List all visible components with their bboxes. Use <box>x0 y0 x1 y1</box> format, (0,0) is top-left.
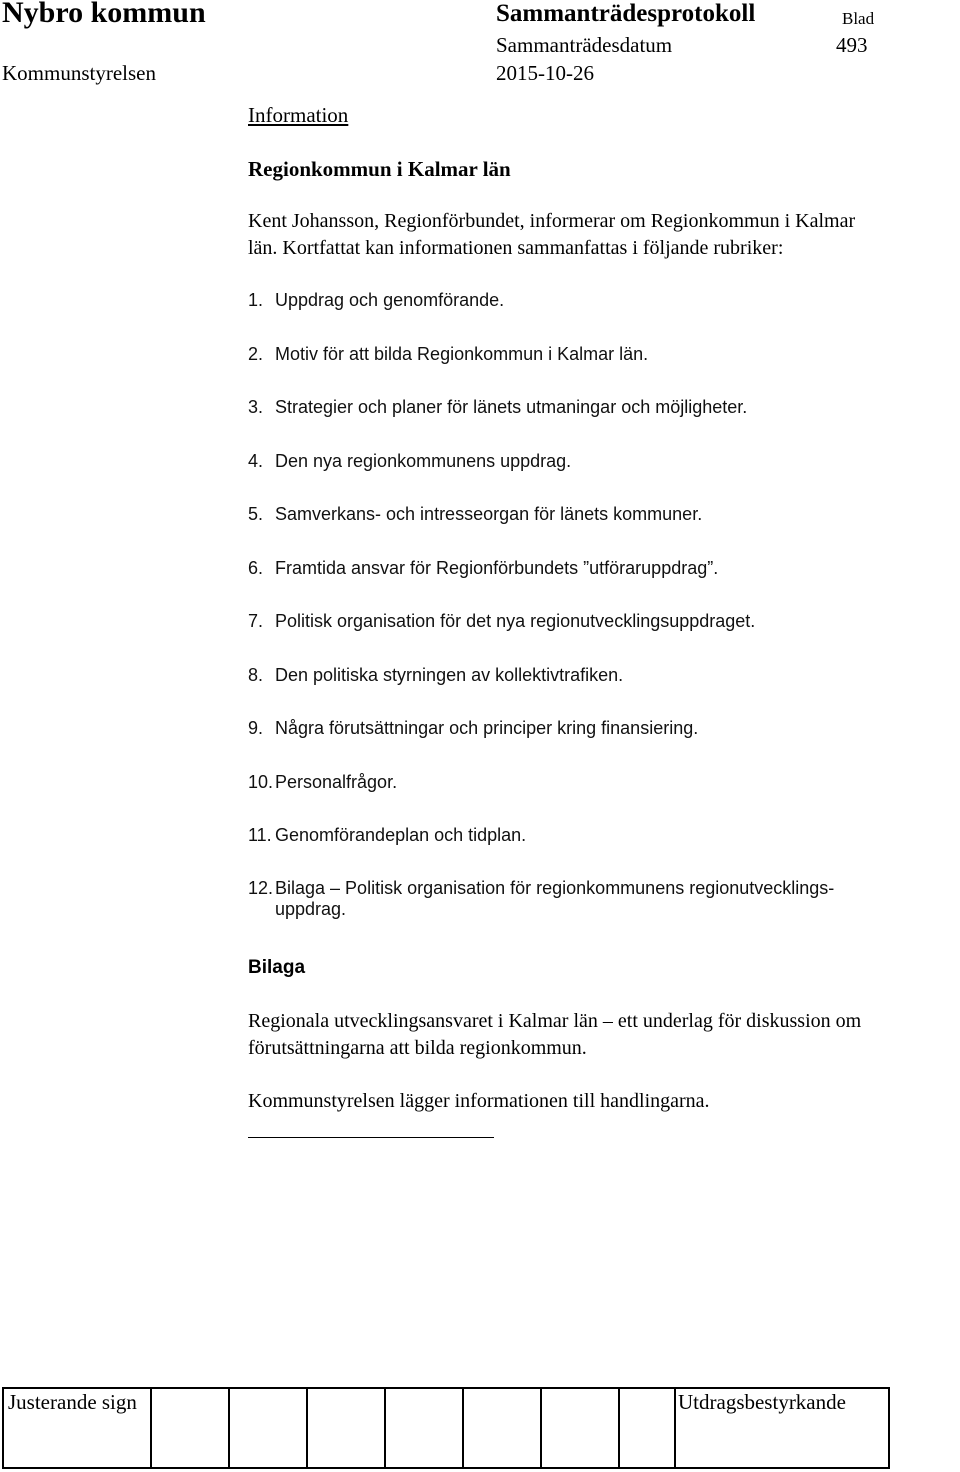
list-item-text <box>275 878 834 920</box>
document-type: Sammanträdesprotokoll <box>496 0 756 27</box>
certification-label: Utdragsbestyrkande <box>678 1390 846 1414</box>
list-item-number: 1. <box>248 290 264 310</box>
list-item <box>248 878 834 920</box>
list-item-text-line-1: Bilaga – Politisk organisation för regionkommunens regionutvecklings- <box>275 878 835 898</box>
section-category: Information <box>248 103 349 127</box>
attachment-line-2: förutsättningarna att bilda regionkommun. <box>248 1037 587 1059</box>
list-item-text: Uppdrag och genomförande. <box>275 290 505 310</box>
signature-cell <box>228 1389 308 1467</box>
list-item-text: Strategier och planer för länets utmaningar och möjligheter. <box>275 397 748 417</box>
signature-cell <box>150 1389 230 1467</box>
signature-label: Justerande sign <box>8 1390 137 1414</box>
list-item-text-line-2: uppdrag. <box>275 899 347 919</box>
signature-cell <box>618 1389 676 1467</box>
list-item <box>248 665 623 686</box>
decision-text: Kommunstyrelsen lägger informationen till handlingarna. <box>248 1090 710 1112</box>
list-item <box>248 718 698 739</box>
list-item <box>248 558 718 579</box>
list-item-text: Den nya regionkommunens uppdrag. <box>275 451 572 471</box>
list-item-text: Genomförandeplan och tidplan. <box>275 825 527 845</box>
list-item-number: 4. <box>248 451 264 471</box>
signature-cell <box>384 1389 464 1467</box>
list-item-text: Personalfrågor. <box>275 772 398 792</box>
organization-name: Nybro kommun <box>2 0 206 29</box>
list-item-number: 11. <box>248 825 272 845</box>
list-item-number: 2. <box>248 344 264 364</box>
list-item <box>248 825 526 846</box>
signature-cell <box>462 1389 542 1467</box>
signature-cell <box>540 1389 620 1467</box>
board-name: Kommunstyrelsen <box>2 61 156 85</box>
list-item-number: 7. <box>248 611 264 631</box>
meeting-date-label: Sammanträdesdatum <box>496 33 673 57</box>
section-divider <box>248 1137 494 1138</box>
sheet-number: 493 <box>836 33 868 57</box>
intro-line-2: län. Kortfattat kan informationen sammanfattas i följande rubriker: <box>248 237 784 259</box>
meeting-date: 2015-10-26 <box>496 61 594 85</box>
list-item-text: Politisk organisation för det nya regionutvecklingsuppdraget. <box>275 611 756 631</box>
list-item-number: 3. <box>248 397 264 417</box>
list-item <box>248 397 747 418</box>
list-item <box>248 504 702 525</box>
intro-line-1: Kent Johansson, Regionförbundet, informerar om Regionkommun i Kalmar <box>248 210 856 232</box>
list-item <box>248 290 504 311</box>
list-item-text: Den politiska styrningen av kollektivtrafiken. <box>275 665 624 685</box>
list-item <box>248 344 648 365</box>
list-item-text: Några förutsättningar och principer kring finansiering. <box>275 718 699 738</box>
list-item-number: 5. <box>248 504 264 524</box>
signature-cell <box>306 1389 386 1467</box>
attachment-line-1: Regionala utvecklingsansvaret i Kalmar län – ett underlag för diskussion om <box>248 1010 862 1032</box>
list-item-number: 10. <box>248 772 274 792</box>
list-item-text: Framtida ansvar för Regionförbundets ”utföraruppdrag”. <box>275 558 719 578</box>
list-item-text: Motiv för att bilda Regionkommun i Kalmar län. <box>275 344 649 364</box>
list-item-number: 8. <box>248 665 264 685</box>
attachment-heading: Bilaga <box>248 957 306 978</box>
list-item-number: 12. <box>248 878 274 898</box>
list-item <box>248 451 571 472</box>
list-item <box>248 772 397 793</box>
sheet-label: Blad <box>842 9 875 28</box>
section-heading: Regionkommun i Kalmar län <box>248 157 511 181</box>
list-item <box>248 611 755 632</box>
list-item-number: 6. <box>248 558 264 578</box>
list-item-number: 9. <box>248 718 264 738</box>
list-item-text: Samverkans- och intresseorgan för länets kommuner. <box>275 504 703 524</box>
